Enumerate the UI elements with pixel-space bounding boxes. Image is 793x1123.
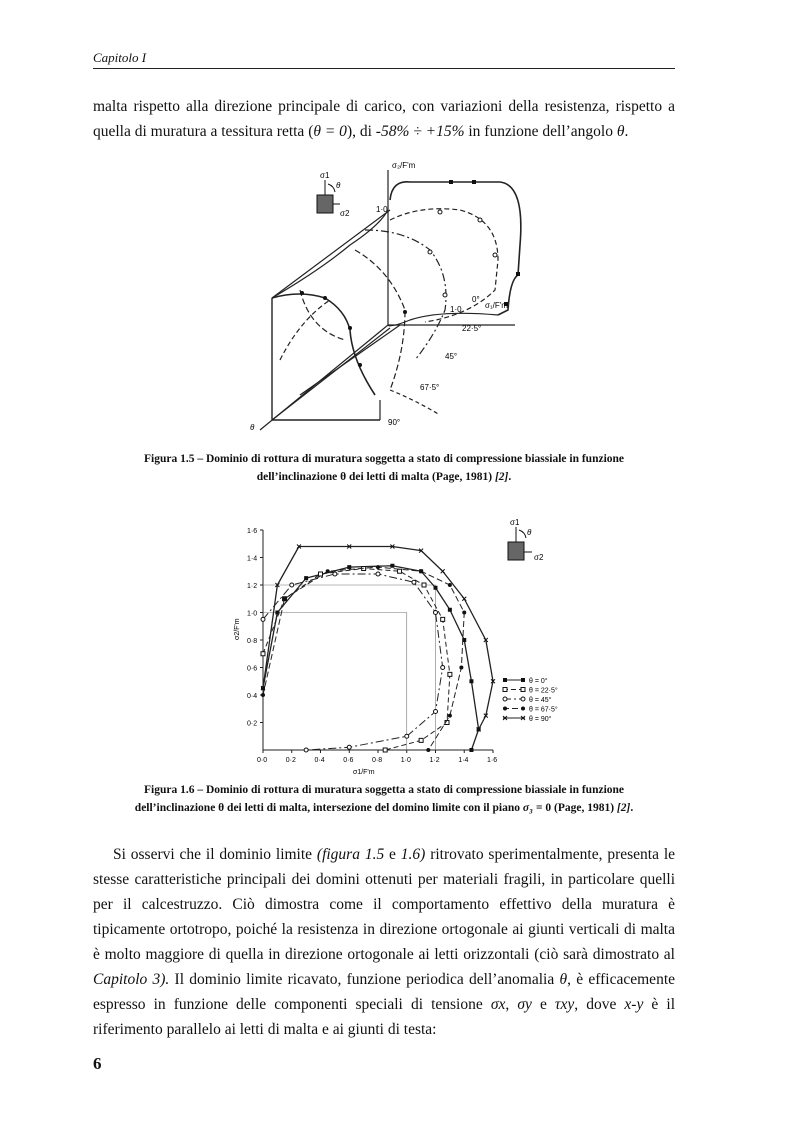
data-point bbox=[319, 572, 323, 576]
x-tick-label: 1·0 bbox=[400, 757, 411, 764]
x-tick-label: 1·2 bbox=[429, 757, 440, 764]
data-point bbox=[441, 569, 445, 573]
data-point bbox=[469, 748, 473, 752]
tick-label-right: 1·0 bbox=[450, 305, 462, 314]
angle-label-0: 0° bbox=[472, 295, 480, 304]
header-rule bbox=[93, 68, 675, 69]
data-point bbox=[326, 569, 330, 573]
x-tick-label: 0·2 bbox=[285, 757, 296, 764]
inset-sigma2-label: σ2 bbox=[340, 209, 350, 218]
y-tick-label: 1·2 bbox=[247, 583, 258, 590]
x-axis-title: σ1/F'm bbox=[353, 769, 375, 776]
data-point bbox=[419, 569, 423, 573]
data-point bbox=[304, 576, 308, 580]
axis-label-sigma1: σ₁/F'm bbox=[485, 301, 508, 310]
figure-1-5 bbox=[240, 150, 540, 440]
data-point bbox=[448, 714, 452, 718]
data-point bbox=[448, 583, 452, 587]
inset-theta-label: θ bbox=[336, 181, 341, 190]
axis-label-sigma2: σ₂/F'm bbox=[392, 161, 416, 170]
data-point bbox=[434, 586, 438, 590]
axis-label-theta: θ bbox=[250, 423, 255, 432]
figure-1-6-caption: Figura 1.6 – Dominio di rottura di muratura soggetta a stato di compressione biassiale in funzione dell’inclinazione θ dei letti di malta, intersezione del domino limite con il piano σ₃ = 0 (Page, 1981) [2]. bbox=[134, 784, 634, 814]
x-tick-label: 0·4 bbox=[314, 757, 325, 764]
inset2-sigma2-label: σ2 bbox=[534, 553, 544, 562]
x-tick-label: 0·0 bbox=[257, 757, 268, 764]
data-point bbox=[521, 697, 525, 701]
figure-1-6 bbox=[225, 512, 585, 777]
data-point bbox=[434, 611, 438, 615]
data-point bbox=[376, 572, 380, 576]
data-point bbox=[434, 710, 438, 714]
y-tick-label: 1·6 bbox=[247, 528, 258, 535]
inset2-theta-label: θ bbox=[527, 528, 532, 537]
data-point bbox=[398, 569, 402, 573]
tick-label-top: 1·0 bbox=[376, 205, 388, 214]
x-tick-label: 0·8 bbox=[372, 757, 383, 764]
data-point bbox=[459, 666, 463, 670]
data-point bbox=[462, 611, 466, 615]
y-tick-label: 1·4 bbox=[247, 555, 258, 563]
data-point bbox=[448, 608, 452, 612]
y-axis-title: σ2/F'm bbox=[234, 618, 241, 640]
running-header: Capitolo I bbox=[93, 50, 147, 65]
legend-label: θ = 90° bbox=[529, 716, 552, 723]
data-point bbox=[521, 678, 525, 682]
series-1 bbox=[261, 567, 452, 753]
data-point bbox=[426, 748, 430, 752]
x-tick-label: 0·6 bbox=[343, 757, 354, 764]
data-point bbox=[347, 745, 351, 749]
series-line bbox=[263, 574, 443, 750]
data-point bbox=[304, 748, 308, 752]
figure-1-6-chart bbox=[225, 512, 585, 777]
reference-square bbox=[263, 613, 407, 751]
data-point bbox=[412, 580, 416, 584]
angle-label-45: 45° bbox=[445, 352, 458, 361]
data-point bbox=[441, 666, 445, 670]
x-tick-label: 1·4 bbox=[458, 757, 469, 764]
data-point bbox=[261, 617, 265, 621]
figure-1-5-caption: Figura 1.5 – Dominio di rottura di muratura soggetta a stato di compressione biassiale in funzione dell’inclinazione θ dei letti di malta (Page, 1981) [2]. bbox=[143, 453, 625, 483]
data-point bbox=[390, 564, 394, 568]
figure-1-5-drawing bbox=[240, 150, 540, 440]
data-point bbox=[333, 572, 337, 576]
angle-label-90: 90° bbox=[388, 418, 401, 427]
data-point bbox=[503, 678, 507, 682]
x-tick-label: 1·6 bbox=[487, 757, 498, 764]
paragraph-intro: malta rispetto alla direzione principale di carico, con variazioni della resistenza, rispetto a quella di muratura a tessitura retta (θ = 0), di -58% ÷ +15% in funzione dell’angolo θ. bbox=[93, 98, 675, 140]
data-point bbox=[290, 583, 294, 587]
y-tick-label: 0·6 bbox=[247, 665, 258, 673]
data-point bbox=[521, 707, 525, 711]
data-point bbox=[503, 697, 507, 701]
data-point bbox=[283, 597, 287, 601]
y-tick-label: 0·8 bbox=[247, 638, 258, 645]
legend-label: θ = 45° bbox=[529, 697, 552, 704]
y-tick-label: 0·4 bbox=[247, 693, 258, 700]
data-point bbox=[503, 688, 507, 692]
legend-label: θ = 67·5° bbox=[529, 706, 558, 714]
inset-sigma1-label: σ1 bbox=[320, 171, 330, 180]
data-point bbox=[448, 672, 452, 676]
legend-label: θ = 0° bbox=[529, 678, 548, 685]
page-number: 6 bbox=[93, 1054, 102, 1073]
data-point bbox=[422, 583, 426, 587]
data-point bbox=[469, 679, 473, 683]
data-point bbox=[503, 707, 507, 711]
data-point bbox=[441, 617, 445, 621]
y-tick-label: 1·0 bbox=[247, 610, 258, 618]
angle-label-22: 22·5° bbox=[462, 324, 482, 333]
data-point bbox=[347, 565, 351, 569]
data-point bbox=[376, 565, 380, 569]
data-point bbox=[521, 688, 525, 692]
angle-label-67: 67·5° bbox=[420, 383, 440, 392]
reference-square bbox=[263, 585, 436, 750]
data-point bbox=[261, 693, 265, 697]
data-point bbox=[383, 748, 387, 752]
inset2-sigma1-label: σ1 bbox=[510, 518, 520, 527]
data-point bbox=[261, 652, 265, 656]
data-point bbox=[419, 738, 423, 742]
legend-label: θ = 22·5° bbox=[529, 687, 558, 695]
data-point bbox=[405, 734, 409, 738]
paragraph-discussion: Si osservi che il dominio limite (figura 1.5 e 1.6) ritrovato sperimentalmente, presenta le stesse caratteristiche principali dei domini ottenuti per materiali fragili, in particolare quelli per il calcestruzzo. Ciò dimostra come il comportamento effettivo della muratura è tipicamente ortotropo, poiché la resistenza in direzione ortogonale ai giunti verticali di malta è molto maggiore di quella in direzione ortogonale ai letti orizzontali (ciò sarà dimostrato al Capitolo 3). Il dominio limite ricavato, funzione periodica dell’anomalia θ, è efficacemente espresso in funzione delle componenti speciali di tensione σx, σy e τxy, dove x-y è il riferimento parallelo ai letti di malta e ai giunti di testa: bbox=[93, 846, 676, 1038]
y-tick-label: 0·2 bbox=[247, 720, 258, 728]
